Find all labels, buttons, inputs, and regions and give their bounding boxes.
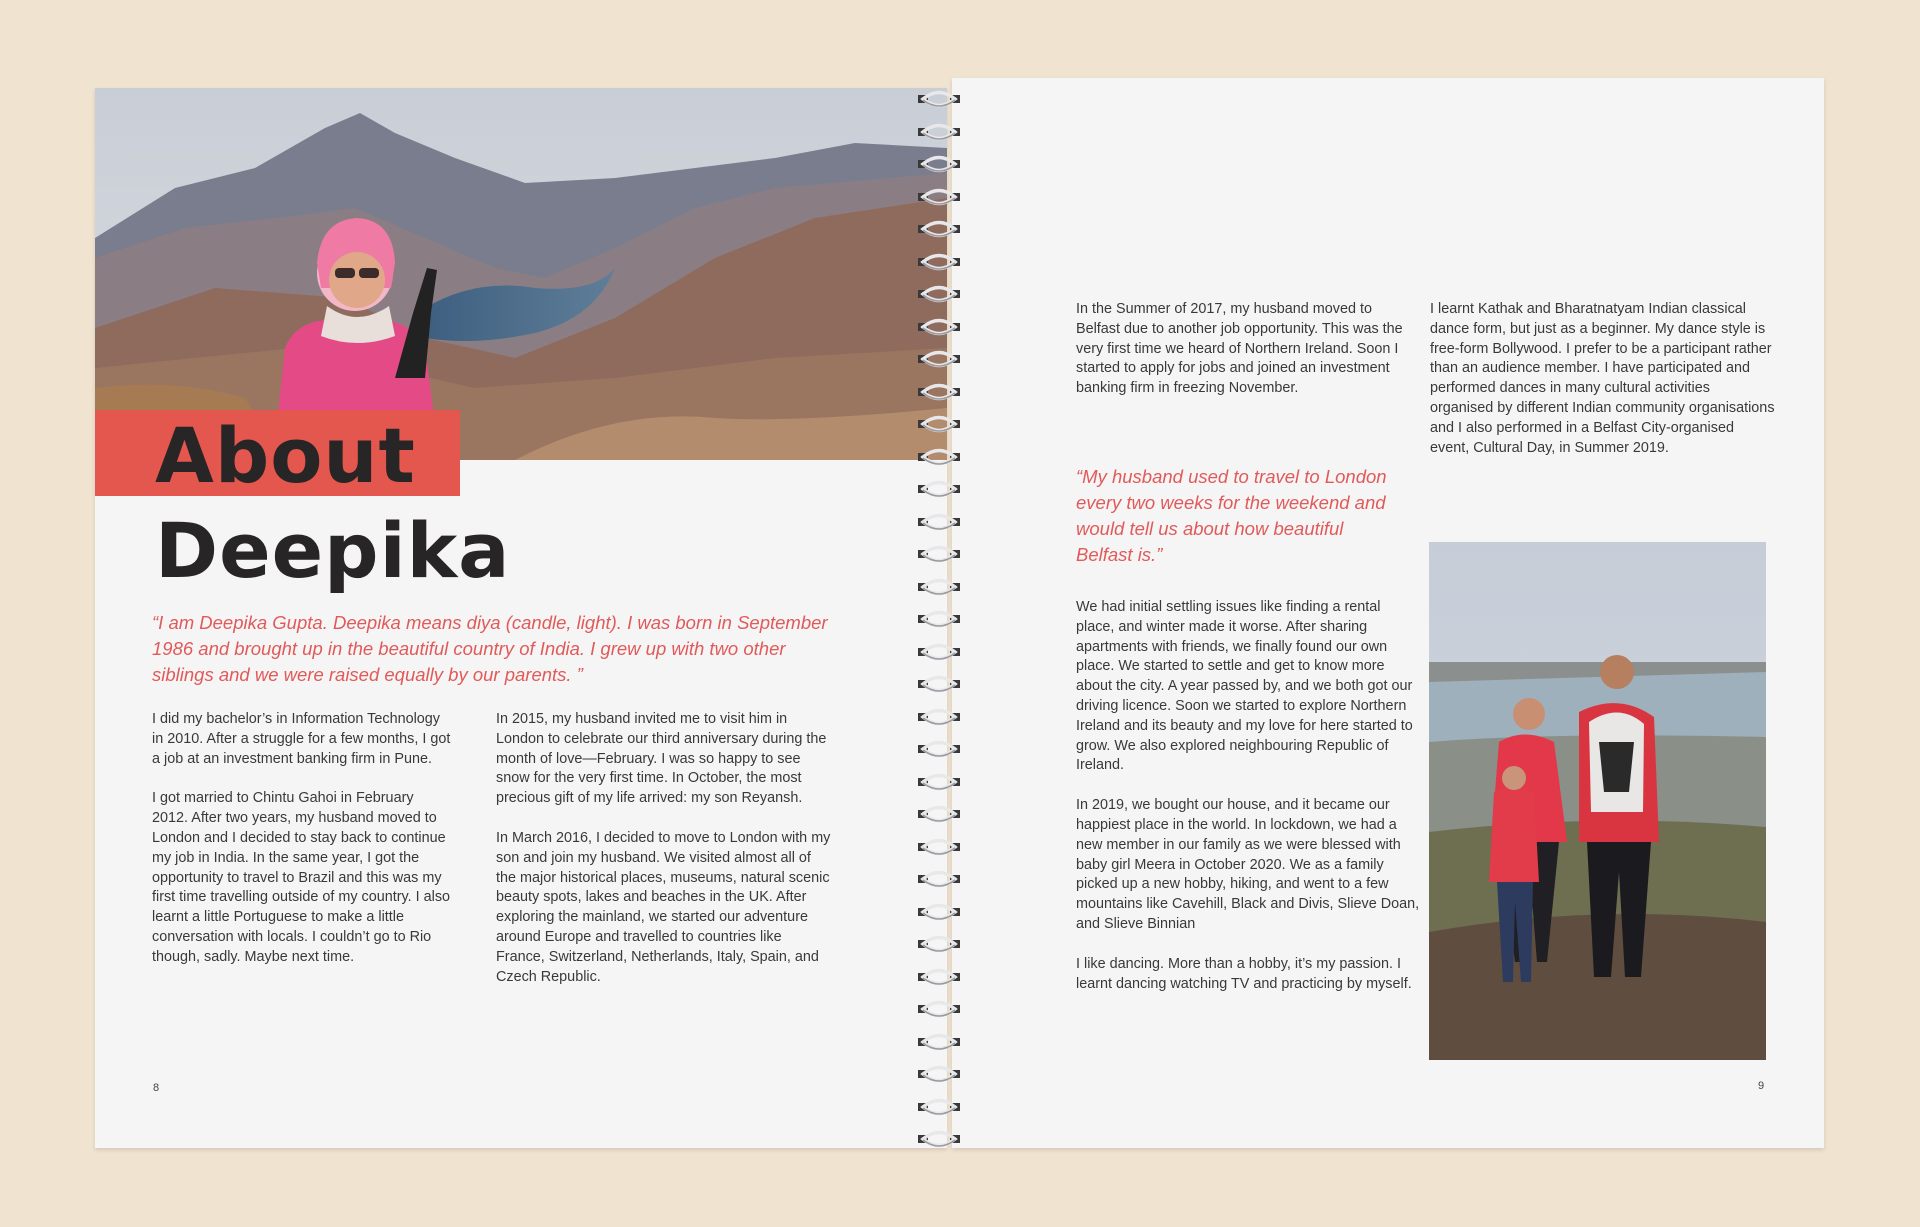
intro-quote: “I am Deepika Gupta. Deepika means diya (candle, light). I was born in September 1986 and brought up in the beautiful country of India. I grew up with two other siblings and we were raised equally by our parents. ” [152, 612, 828, 685]
binding-ring [916, 1130, 962, 1148]
binding-ring [916, 383, 962, 401]
paragraph: In 2019, we bought our house, and it became our happiest place in the world. In lockdown, we had a new member in our family as we were blessed with baby girl Meera in October 2020. We as a family picked up a new hobby, hiking, and went to a few mountains like Cavehill, Black and Divis, Slieve Doan, and Slieve Binnian [1076, 797, 1420, 932]
left-page [95, 88, 947, 1148]
paragraph: I like dancing. More than a hobby, it’s my passion. I learnt dancing watching TV and practicing by myself. [1076, 955, 1412, 992]
paragraph: I did my bachelor’s in Information Technology in 2010. After a struggle for a few months, I got a job at an investment banking firm in Pune. [152, 711, 451, 767]
page-number-right: 9 [1758, 1080, 1765, 1092]
binding-ring [916, 480, 962, 498]
binding-ring [916, 675, 962, 693]
binding-ring [916, 968, 962, 986]
binding-ring [916, 253, 962, 271]
paragraph: I got married to Chintu Gahoi in February 2012. After two years, my husband moved to London and I decided to stay back to continue my job in India. In the same year, I got the opportunity to travel to Brazil and this was my first time travelling outside of my country. I also learnt a little Portuguese to make a little conversation with locals. I couldn’t go to Rio though, sadly. Maybe next time. [152, 790, 451, 965]
binding-ring [916, 805, 962, 823]
binding-ring [916, 123, 962, 141]
binding-ring [916, 415, 962, 433]
right-column-2 [1430, 300, 1775, 478]
hero-mountain-photo [95, 88, 947, 460]
binding-ring [916, 708, 962, 726]
binding-ring [916, 740, 962, 758]
left-column-2 [496, 710, 831, 1007]
paragraph: In March 2016, I decided to move to London with my son and join my husband. We visited almost all of the major historical places, museums, natural scenic beauty spots, lakes and beaches in the UK. After exploring the mainland, we started our adventure around Europe and travelled to countries like France, Switzerland, Netherlands, Italy, Spain, and Czech Republic. [496, 829, 831, 985]
binding-ring [916, 1000, 962, 1018]
binding-ring [916, 838, 962, 856]
binding-ring [916, 513, 962, 531]
binding-ring [916, 935, 962, 953]
left-column-1 [152, 710, 452, 988]
binding-ring [916, 643, 962, 661]
paragraph: In the Summer of 2017, my husband moved to Belfast due to another job opportunity. This was the very first time we heard of Northern Ireland. Soon I started to apply for jobs and joined an investment banking firm in freezing November. [1076, 301, 1403, 397]
binding-ring [916, 1065, 962, 1083]
binding-ring [916, 870, 962, 888]
page-title-name: Deepika [155, 506, 511, 595]
binding-ring [916, 773, 962, 791]
binding-ring [916, 903, 962, 921]
binding-ring [916, 155, 962, 173]
spiral-binding [910, 78, 970, 1138]
binding-ring [916, 350, 962, 368]
binding-ring [916, 318, 962, 336]
family-hiking-photo [1429, 542, 1766, 1060]
binding-ring [916, 545, 962, 563]
paragraph: I learnt Kathak and Bharatnatyam Indian classical dance form, but just as a beginner. My dance style is free-form Bollywood. I prefer to be a participant rather than an audience member. I have participated and performed dances in many cultural activities organised by different Indian community organisations and I also performed in a Belfast City-organised event, Cultural Day, in Summer 2019. [1430, 301, 1775, 456]
binding-ring [916, 220, 962, 238]
right-page [952, 78, 1824, 1148]
binding-ring [916, 1033, 962, 1051]
binding-ring [916, 188, 962, 206]
binding-ring [916, 90, 962, 108]
page-title-about: About [155, 411, 416, 500]
binding-ring [916, 448, 962, 466]
binding-ring [916, 610, 962, 628]
right-column-1-bottom [1076, 598, 1421, 1014]
binding-ring [916, 285, 962, 303]
paragraph: In 2015, my husband invited me to visit him in London to celebrate our third anniversary during the month of love—February. I was so happy to see snow for the very first time. In October, the most precious gift of my life arrived: my son Reyansh. [496, 711, 827, 807]
pull-quote: “My husband used to travel to London every two weeks for the weekend and would tell us about how beautiful Belfast is.” [1076, 466, 1387, 565]
page-number-left: 8 [153, 1082, 160, 1094]
binding-ring [916, 1098, 962, 1116]
binding-ring [916, 578, 962, 596]
paragraph: We had initial settling issues like finding a rental place, and winter made it worse. After sharing apartments with friends, we finally found our own place. We started to settle and get to know more about the city. A year passed by, and we both got our driving licence. Soon we started to explore Northern Ireland and its beauty and my love for here started to grow. We also explored neighbouring Republic of Ireland. [1076, 599, 1413, 774]
right-column-1-top [1076, 300, 1406, 419]
